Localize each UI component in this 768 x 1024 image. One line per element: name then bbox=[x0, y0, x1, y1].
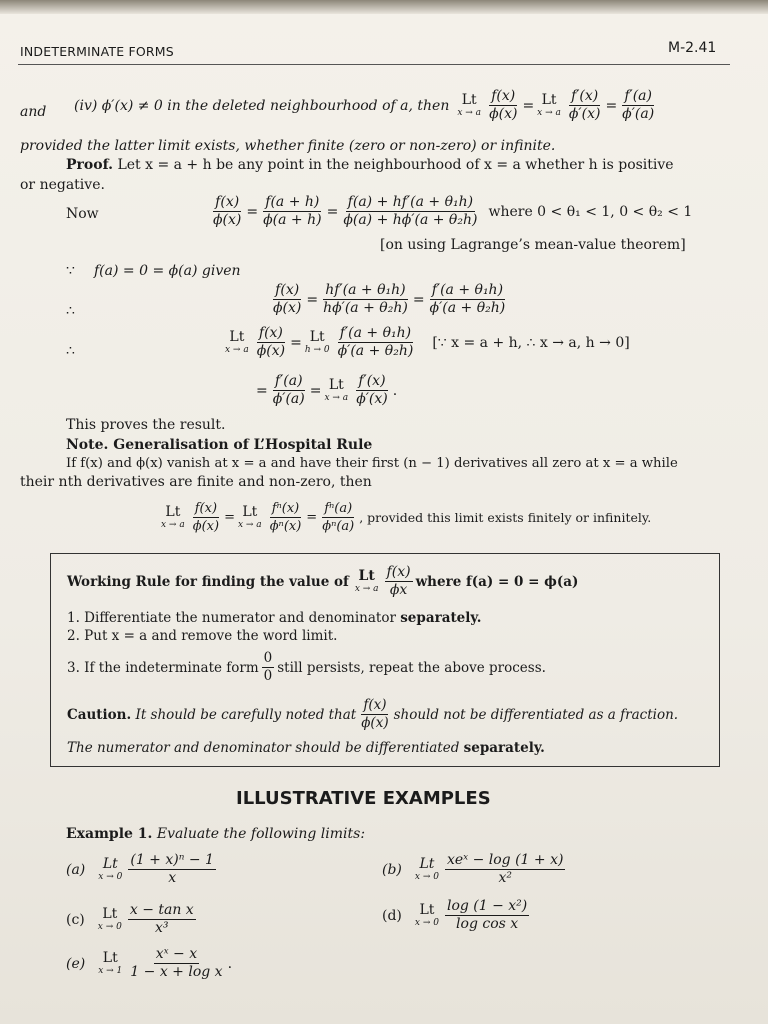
header-rule bbox=[18, 64, 730, 65]
fraction: $\frac{\text{fⁿ(x)}}{\text{ϕⁿ(x)}}$ bbox=[269, 501, 302, 534]
limit-operator: Lt x → a bbox=[324, 377, 349, 403]
note-text: If f(x) and ϕ(x) vanish at x = a and have their first (n − 1) derivatives all zero at x = a while bbox=[66, 456, 678, 471]
working-rule-box bbox=[50, 553, 720, 767]
example-heading: Example 1. Evaluate the following limits: bbox=[66, 826, 366, 842]
chapter-title: INDETERMINATE FORMS bbox=[20, 44, 174, 59]
rule-step-1: 1. Differentiate the numerator and denominator separately. bbox=[67, 610, 482, 626]
step4-equation: = $\frac{f'(a)}{\phi'(a)}$ = Lt x → a $\frac{f'(x)}{\phi'(x)}$ . bbox=[256, 373, 398, 407]
limit-operator: Lt x → 0 bbox=[97, 906, 122, 932]
fraction: $\frac{f(x)}{\phi x}$ bbox=[386, 564, 411, 598]
example-item: (a) Lt x → 0 $\frac{\text{(1 + x)ⁿ − 1}}{x}$ bbox=[66, 852, 214, 886]
rule-step-3: 3. If the indeterminate form $\frac{0}{0}$ still persists, repeat the above process. bbox=[67, 650, 546, 684]
limit-operator: Lt x → a bbox=[457, 92, 482, 118]
since-text: f(a) = 0 = ϕ(a) given bbox=[94, 263, 241, 279]
since-symbol: ∵ bbox=[66, 263, 75, 279]
proof-intro: Proof. Let x = a + h be any point in the neighbourhood of x = a whether h is positive bbox=[66, 157, 674, 173]
therefore-symbol: ∴ bbox=[66, 343, 75, 359]
rule-step-2: 2. Put x = a and remove the word limit. bbox=[67, 628, 338, 644]
now-label: Now bbox=[66, 206, 99, 222]
fraction: $\frac{\text{f(a) + hf′(a + θ₁h)}}{\text{ϕ(a) + hϕ′(a + θ₂h)}}$ bbox=[343, 194, 478, 228]
step2-equation: $\frac{f(x)}{\phi(x)}$ = $\frac{\text{hf′(a + θ₁h)}}{\text{hϕ′(a + θ₂h)}}$ = $\frac{\text{f′(a + θ₁h)}}{\text{ϕ′(a + θ₂h)}}$ bbox=[273, 282, 506, 316]
fraction: $\frac{f'(x)}{\phi'(x)}$ bbox=[568, 88, 601, 122]
limit-operator: Lt x → 0 bbox=[98, 856, 123, 882]
fraction: $\frac{f(x)}{\phi(x)}$ bbox=[489, 88, 518, 122]
fraction: $\frac{\text{f′(a + θ₁h)}}{\text{ϕ′(a + θ₂h)}}$ bbox=[337, 325, 414, 359]
step3-equation: Lt x → a $\frac{f(x)}{\phi(x)}$ = Lt h → 0 $\frac{\text{f′(a + θ₁h)}}{\text{ϕ′(a + θ₂h)}}$ [∵ x = a + h, ∴ x → a, h → 0] bbox=[225, 325, 630, 359]
bracket-note: [∵ x = a + h, ∴ x → a, h → 0] bbox=[432, 334, 630, 351]
fraction: $\frac{\text{log (1 − x²)}}{\text{log cos x}}$ bbox=[446, 898, 528, 932]
note-tail: , provided this limit exists finitely or infinitely. bbox=[359, 509, 652, 525]
lagrange-note: [on using Lagrange’s mean-value theorem] bbox=[380, 237, 686, 253]
limit-operator: Lt x → a bbox=[537, 92, 561, 118]
example-item: (b) Lt x → 0 $\frac{\text{xeˣ − log (1 + x)}}{\text{x²}}$ bbox=[382, 852, 564, 886]
note-title: Note. Generalisation of L’Hospital Rule bbox=[66, 437, 373, 453]
limit-operator: Lt h → 0 bbox=[304, 329, 330, 355]
fraction: $\frac{f(x)}{\phi(x)}$ bbox=[273, 282, 302, 316]
fraction: $\frac{f'(a)}{\phi'(a)}$ bbox=[272, 373, 305, 407]
fraction: $\frac{0}{0}$ bbox=[263, 650, 273, 684]
example-item: (e) Lt x → 1 $\frac{\text{xˣ − x}}{\text{1 − x + log x}}$ . bbox=[66, 946, 233, 980]
therefore-symbol: ∴ bbox=[66, 303, 75, 319]
fraction: $\frac{f(a + h)}{\phi(a + h)}$ bbox=[263, 194, 322, 228]
fraction: $\frac{\text{xˣ − x}}{\text{1 − x + log x}}$ bbox=[130, 946, 223, 980]
page-number: M-2.41 bbox=[668, 40, 717, 56]
conclusion-text: This proves the result. bbox=[66, 417, 226, 433]
limit-operator: Lt x → 1 bbox=[98, 950, 123, 976]
note-text-cont: their nth derivatives are finite and non-zero, then bbox=[20, 474, 372, 490]
theorem-condition: (iv) ϕ′(x) ≠ 0 in the deleted neighbourhood of a, then Lt x → a $\frac{f(x)}{\phi(x)}$ = Lt x → a $\frac{f'(x)}{\phi'(x)}$ = $\frac{f'(a)}{\phi'(a)}$ bbox=[74, 88, 655, 122]
and-label: and bbox=[20, 104, 47, 120]
fraction: $\frac{f(x)}{\phi(x)}$ bbox=[256, 325, 286, 359]
fraction: $\frac{f'(x)}{\phi'(x)}$ bbox=[356, 373, 388, 407]
page-top-shadow bbox=[0, 0, 768, 14]
proof-intro-cont: or negative. bbox=[20, 177, 105, 193]
limit-operator: Lt x → a bbox=[354, 568, 379, 594]
limit-operator: Lt x → 0 bbox=[414, 902, 439, 928]
caution-line-2: The numerator and denominator should be differentiated separately. bbox=[67, 740, 545, 756]
where-clause: where 0 < θ₁ < 1, 0 < θ₂ < 1 bbox=[488, 203, 693, 220]
fraction: $\frac{\text{xeˣ − log (1 + x)}}{\text{x²}}$ bbox=[446, 852, 564, 886]
limit-operator: Lt x → 0 bbox=[414, 856, 439, 882]
fraction: $\frac{f'(a)}{\phi'(a)}$ bbox=[622, 88, 655, 122]
caution-line: Caution. It should be carefully noted that $\frac{f(x)}{\phi(x)}$ should not be differentiated as a fraction. bbox=[67, 697, 679, 731]
condition-text: (iv) ϕ′(x) ≠ 0 in the deleted neighbourhood of a, then bbox=[74, 97, 450, 114]
fraction: $\frac{f(x)}{\phi(x)}$ bbox=[361, 697, 389, 731]
general-rule-equation: Lt x → a $\frac{f(x)}{\phi(x)}$ = Lt x → a $\frac{\text{fⁿ(x)}}{\text{ϕⁿ(x)}}$ = $\frac{\text{fⁿ(a)}}{\text{ϕⁿ(a)}}$ , provided this limit exists finitely or infinitely. bbox=[161, 501, 652, 534]
example-item: (d) Lt x → 0 $\frac{\text{log (1 − x²)}}{\text{log cos x}}$ bbox=[382, 898, 528, 932]
limit-operator: Lt x → a bbox=[225, 329, 249, 355]
fraction: $\frac{\text{x − tan x}}{\text{x³}}$ bbox=[129, 902, 194, 936]
limit-operator: Lt x → a bbox=[237, 504, 262, 530]
fraction: $\frac{\text{f′(a + θ₁h)}}{\text{ϕ′(a + θ₂h)}}$ bbox=[429, 282, 506, 316]
fraction: $\frac{f(x)}{\phi(x)}$ bbox=[192, 501, 220, 534]
limit-operator: Lt x → a bbox=[161, 504, 185, 530]
example-item: (c) Lt x → 0 $\frac{\text{x − tan x}}{\text{x³}}$ bbox=[66, 902, 194, 936]
fraction: $\frac{f(x)}{\phi(x)}$ bbox=[213, 194, 242, 228]
proviso-text: provided the latter limit exists, whether finite (zero or non-zero) or infinite. bbox=[20, 138, 556, 154]
working-rule-title: Working Rule for finding the value of Lt x → a $\frac{f(x)}{\phi x}$ where f(a) = 0 = ϕ(a) bbox=[67, 564, 579, 598]
section-heading: ILLUSTRATIVE EXAMPLES bbox=[236, 788, 491, 809]
fraction: $\frac{\text{(1 + x)ⁿ − 1}}{x}$ bbox=[130, 852, 214, 886]
fraction: $\frac{\text{fⁿ(a)}}{\text{ϕⁿ(a)}}$ bbox=[322, 501, 355, 534]
now-equation: $\frac{f(x)}{\phi(x)}$ = $\frac{f(a + h)}{\phi(a + h)}$ = $\frac{\text{f(a) + hf′(a + θ₁h)}}{\text{ϕ(a) + hϕ′(a + θ₂h)}}$ where 0 < θ₁ < 1, 0 < θ₂ < 1 bbox=[213, 194, 693, 228]
fraction: $\frac{\text{hf′(a + θ₁h)}}{\text{hϕ′(a + θ₂h)}}$ bbox=[323, 282, 408, 316]
